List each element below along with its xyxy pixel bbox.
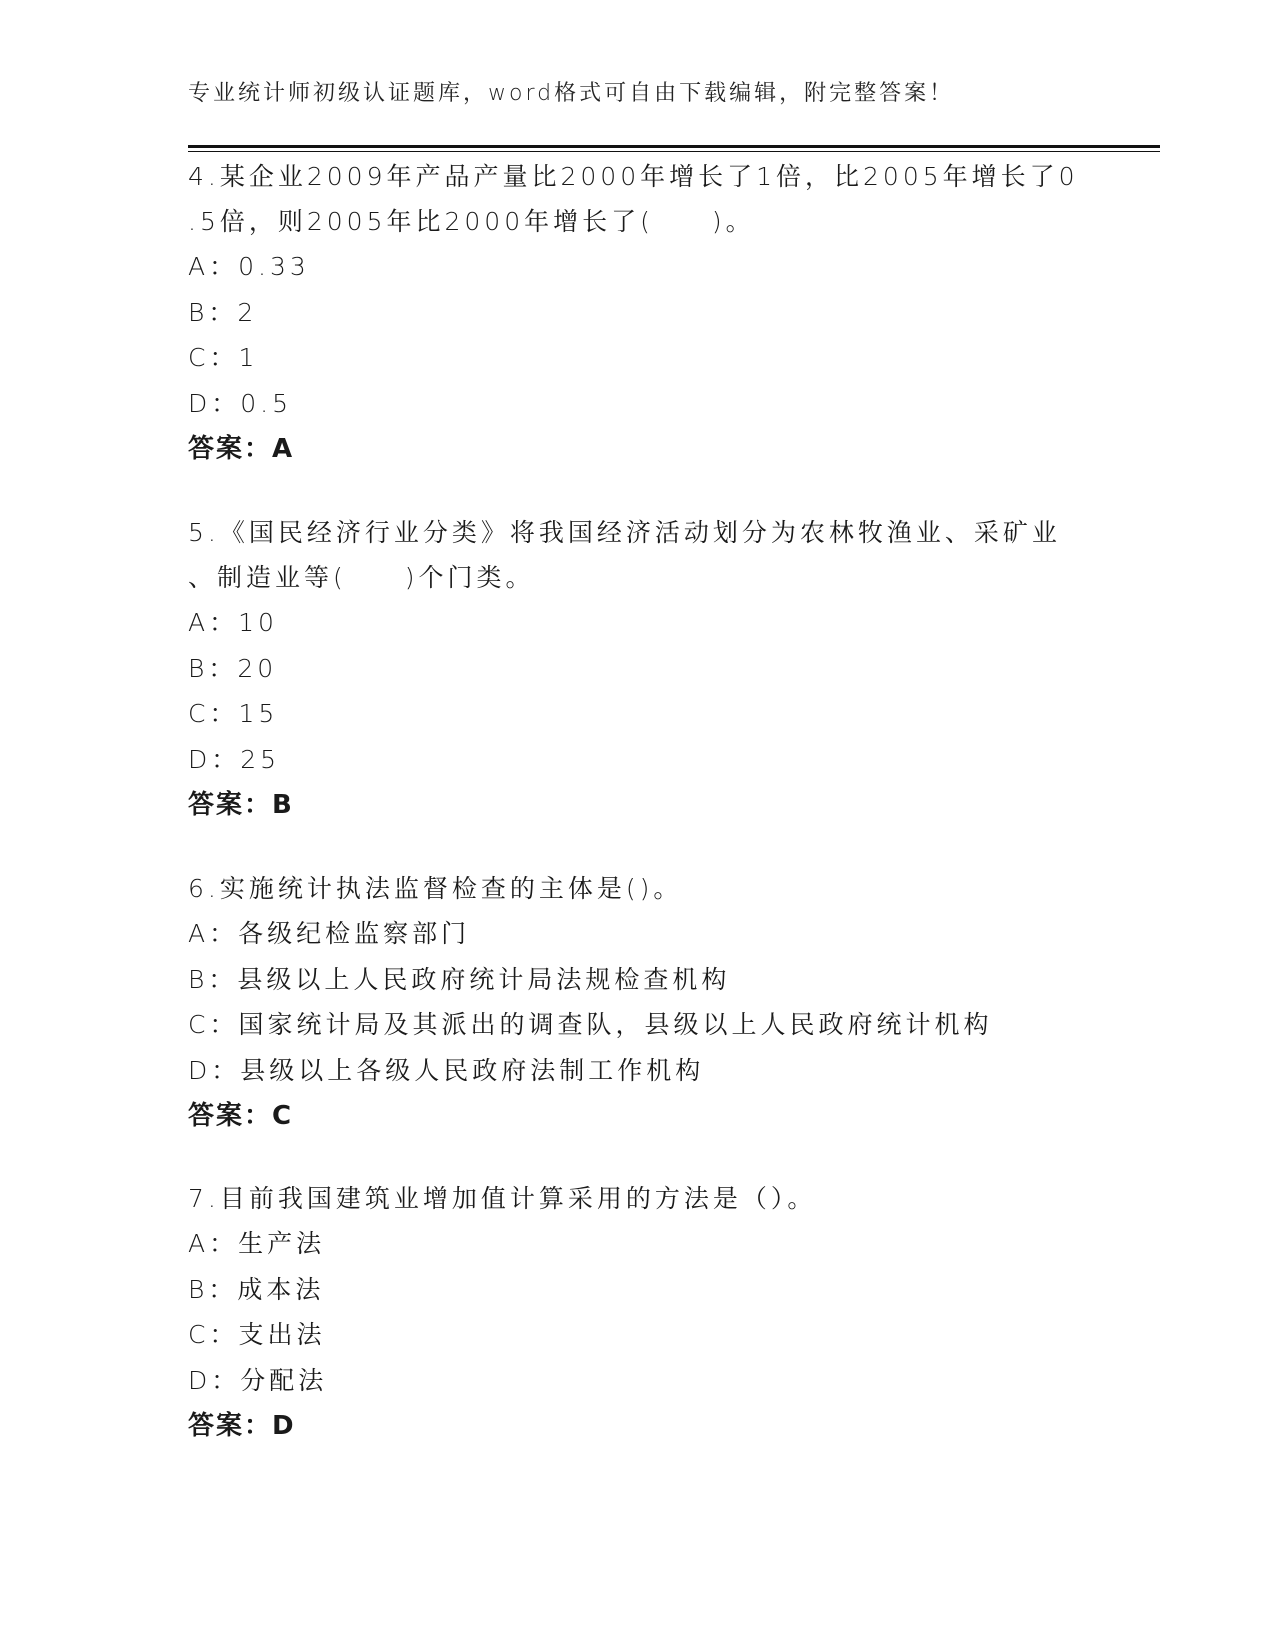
question-7 [188,1176,1088,1449]
answer: 答案：C [188,1101,294,1132]
question-stem-cont: .5倍，则2005年比2000年增长了( )。 [188,207,755,236]
option-d: D：25 [188,744,281,774]
option-d: D：县级以上各级人民政府法制工作机构 [188,1055,705,1085]
header-rule-thin [188,151,1160,152]
option-a: A：10 [188,608,278,637]
question-6 [188,866,1088,1139]
option-a: A：生产法 [188,1229,326,1258]
answer: 答案：D [188,1411,296,1442]
header-rule-thick [188,145,1160,148]
question-stem: 7.目前我国建筑业增加值计算采用的方法是（）。 [188,1184,817,1213]
option-b: B：县级以上人民政府统计局法规检查机构 [188,964,731,994]
option-b: B：成本法 [188,1274,325,1304]
answer: 答案：A [188,434,295,465]
page-header: 专业统计师初级认证题库，word格式可自由下载编辑，附完整答案！ [188,81,955,106]
option-c: C：15 [188,699,279,729]
option-a: A：各级纪检监察部门 [188,919,471,948]
option-a: A：0.33 [188,252,310,281]
option-d: D：分配法 [188,1365,328,1395]
question-5 [188,510,1088,828]
option-b: B：20 [188,653,278,683]
question-stem: 6.实施统计执法监督检查的主体是()。 [188,874,683,903]
question-stem-cont: 、制造业等( )个门类。 [188,563,535,592]
option-c: C：支出法 [188,1320,326,1350]
question-4 [188,154,1088,472]
question-stem: 4.某企业2009年产品产量比2000年增长了1倍，比2005年增长了0 [188,162,1079,191]
answer: 答案：B [188,790,294,821]
option-d: D：0.5 [188,388,293,418]
option-c: C：国家统计局及其派出的调查队，县级以上人民政府统计机构 [188,1010,993,1040]
option-c: C：1 [188,343,259,373]
option-b: B：2 [188,297,258,327]
question-stem: 5.《国民经济行业分类》将我国经济活动划分为农林牧渔业、采矿业 [188,518,1061,547]
